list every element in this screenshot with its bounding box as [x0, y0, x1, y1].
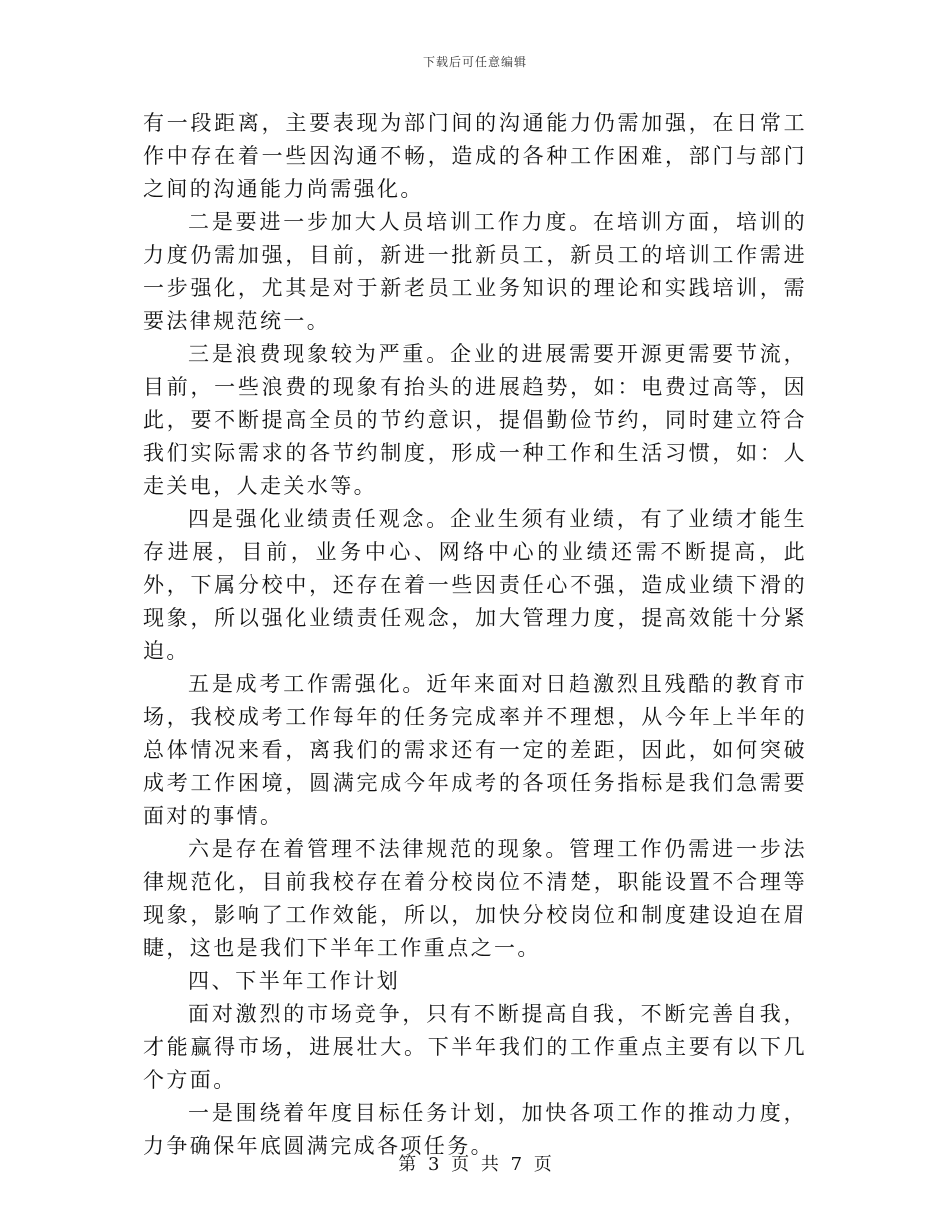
paragraph-4: 四是强化业绩责任观念。企业生须有业绩，有了业绩才能生存进展，目前，业务中心、网络中心的业绩还需不断提高，此外，下属分校中，还存在着一些因责任心不强，造成业绩下滑的现象，所以强化业绩责任观念，加大管理力度，提高效能十分紧迫。 — [143, 507, 807, 663]
section-heading: 四、下半年工作计划 — [188, 969, 401, 993]
page-number: 第 3 页 共 7 页 — [398, 1154, 552, 1175]
paragraph-6: 六是存在着管理不法律规范的现象。管理工作仍需进一步法律规范化，目前我校存在着分校岗位不清楚，职能设置不合理等现象，影响了工作效能，所以，加快分校岗位和制度建设迫在眉睫，这也是我们下半年工作重点之一。 — [143, 837, 807, 960]
page-header: 下载后可任意编辑 — [422, 55, 527, 69]
paragraph-7: 面对激烈的市场竞争，只有不断提高自我，不断完善自我，才能赢得市场，进展壮大。下半年我们的工作重点主要有以下几个方面。 — [143, 1002, 807, 1092]
paragraph-2: 二是要进一步加大人员培训工作力度。在培训方面，培训的力度仍需加强，目前，新进一批新员工，新员工的培训工作需进一步强化，尤其是对于新老员工业务知识的理论和实践培训，需要法律规范统一。 — [143, 210, 807, 333]
paragraph-1: 有一段距离，主要表现为部门间的沟通能力仍需加强，在日常工作中存在着一些因沟通不畅，造成的各种工作困难，部门与部门之间的沟通能力尚需强化。 — [143, 111, 807, 201]
document-body — [143, 107, 807, 1163]
paragraph-5: 五是成考工作需强化。近年来面对日趋激烈且残酷的教育市场，我校成考工作每年的任务完成率并不理想，从今年上半年的总体情况来看，离我们的需求还有一定的差距，因此，如何突破成考工作困境，圆满完成今年成考的各项任务指标是我们急需要面对的事情。 — [143, 672, 807, 828]
paragraph-8: 一是围绕着年度目标任务计划，加快各项工作的推动力度，力争确保年底圆满完成各项任务。 — [143, 1101, 807, 1158]
paragraph-3: 三是浪费现象较为严重。企业的进展需要开源更需要节流，目前，一些浪费的现象有抬头的进展趋势，如：电费过高等，因此，要不断提高全员的节约意识，提倡勤俭节约，同时建立符合我们实际需求的各节约制度，形成一种工作和生活习惯，如：人走关电，人走关水等。 — [143, 342, 807, 498]
